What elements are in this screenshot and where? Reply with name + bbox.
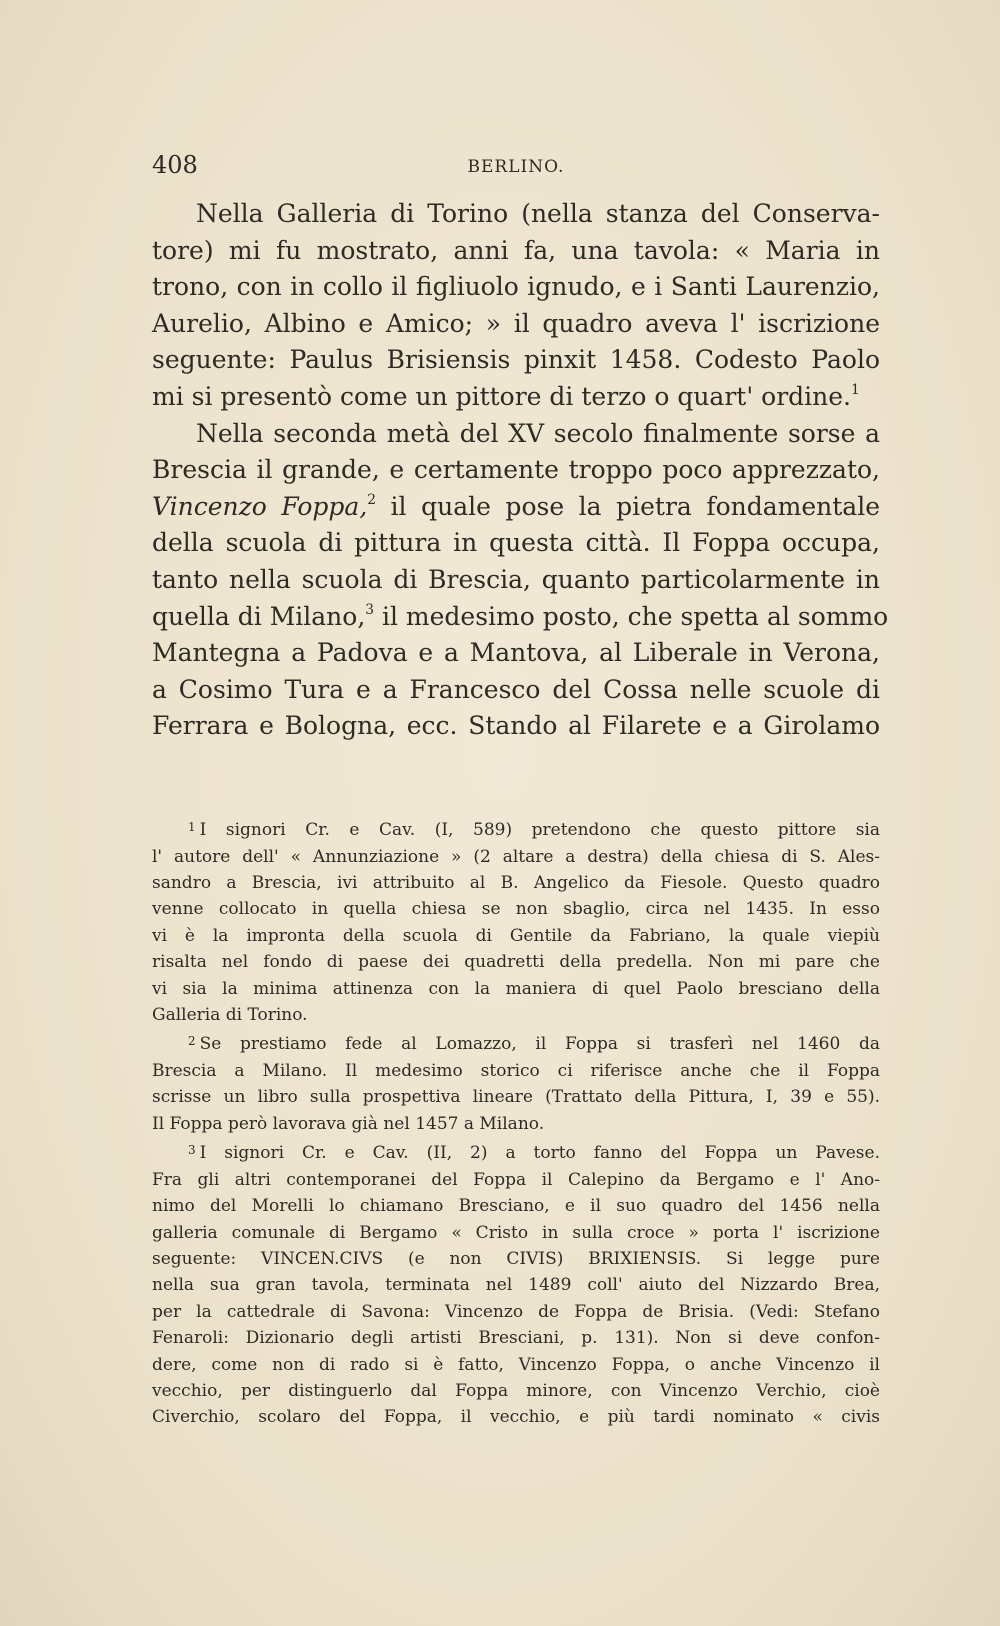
footnote-line: l' autore dell' « Annunziazione » (2 altare a destra) della chiesa di S. Ales- bbox=[152, 846, 880, 867]
body-line: Brescia il grande, e certamente troppo poco apprezzato, bbox=[152, 455, 880, 485]
body-line: Aurelio, Albino e Amico; » il quadro aveva l' iscrizione bbox=[152, 308, 880, 338]
footnote-ref-1: 1 bbox=[851, 381, 860, 398]
footnote-line: Fra gli altri contemporanei del Foppa il Calepino da Bergamo e l' Ano- bbox=[152, 1169, 880, 1190]
footnote-line: galleria comunale di Bergamo « Cristo in sulla croce » porta l' iscrizione bbox=[152, 1222, 880, 1243]
footnote-text: I signori Cr. e Cav. (II, 2) a torto fanno del Foppa un Pavese. bbox=[199, 1143, 880, 1164]
main-text bbox=[152, 196, 889, 745]
body-line-text: quella di Milano, bbox=[152, 601, 366, 631]
footnote-line bbox=[152, 1137, 880, 1167]
footnote-line bbox=[152, 1028, 880, 1058]
footnote-line: seguente: VINCEN.CIVS (e non CIVIS) BRIXIENSIS. Si legge pure bbox=[152, 1248, 880, 1269]
footnotes bbox=[152, 814, 880, 1431]
body-line: Ferrara e Bologna, ecc. Stando al Filarete e a Girolamo bbox=[152, 711, 880, 741]
body-line: Nella seconda metà del XV secolo finalmente sorse a bbox=[196, 418, 880, 448]
footnote-line: Civerchio, scolaro del Foppa, il vecchio, e più tardi nominato « civis bbox=[152, 1407, 880, 1428]
page-number: 408 bbox=[152, 151, 198, 179]
footnote-text: Se prestiamo fede al Lomazzo, il Foppa si trasferì nel 1460 da bbox=[199, 1034, 880, 1055]
body-line-text: il quale pose la pietra fondamentale bbox=[376, 491, 880, 521]
footnote-text: I signori Cr. e Cav. (I, 589) pretendono che questo pittore sia bbox=[199, 820, 880, 841]
footnote-line: dere, come non di rado si è fatto, Vincenzo Foppa, o anche Vincenzo il bbox=[152, 1354, 880, 1375]
footnote-line bbox=[152, 814, 880, 844]
footnote-line: Fenaroli: Dizionario degli artisti Bresciani, p. 131). Non si deve confon- bbox=[152, 1328, 880, 1349]
footnote-mark-2: 2 bbox=[188, 1034, 196, 1049]
body-line bbox=[152, 379, 880, 416]
footnote-line: risalta nel fondo di paese dei quadretti della predella. Non mi pare che bbox=[152, 952, 880, 973]
body-line: a Cosimo Tura e a Francesco del Cossa nelle scuole di bbox=[152, 674, 880, 704]
body-line bbox=[152, 599, 889, 636]
footnote-mark-3: 3 bbox=[188, 1143, 196, 1158]
footnote-line: vi sia la minima attinenza con la maniera di quel Paolo bresciano della bbox=[152, 978, 880, 999]
footnote-line: vecchio, per distinguerlo dal Foppa minore, con Vincenzo Verchio, cioè bbox=[152, 1381, 880, 1401]
body-line: Nella Galleria di Torino (nella stanza del Conserva- bbox=[196, 199, 880, 228]
footnote-line: sandro a Brescia, ivi attribuito al B. Angelico da Fiesole. Questo quadro bbox=[152, 872, 880, 893]
footnote-line: per la cattedrale di Savona: Vincenzo de Foppa de Brisia. (Vedi: Stefano bbox=[152, 1301, 880, 1322]
footnote-line: Brescia a Milano. Il medesimo storico ci riferisce anche che il Foppa bbox=[152, 1060, 880, 1081]
footnote-line: nimo del Morelli lo chiamano Bresciano, e il suo quadro del 1456 nella bbox=[152, 1196, 880, 1217]
footnote-line: Galleria di Torino. bbox=[152, 1005, 308, 1025]
body-line: Mantegna a Padova e a Mantova, al Liberale in Verona, bbox=[152, 638, 880, 668]
footnote-ref-2: 2 bbox=[367, 491, 377, 508]
footnote-line: Il Foppa però lavorava già nel 1457 a Milano. bbox=[152, 1113, 545, 1134]
body-line-text: il medesimo posto, che spetta al sommo bbox=[374, 601, 889, 631]
body-line: della scuola di pittura in questa città. Il Foppa occupa, bbox=[152, 528, 880, 558]
body-line bbox=[152, 489, 880, 526]
italic-name: Vincenzo Foppa, bbox=[152, 491, 368, 521]
body-line-text: mi si presentò come un pittore di terzo o quart' ordine. bbox=[152, 381, 851, 411]
body-line: seguente: Paulus Brisiensis pinxit 1458. Codesto Paolo bbox=[152, 345, 880, 375]
footnote-ref-3: 3 bbox=[365, 601, 375, 618]
body-line: trono, con in collo il figliuolo ignudo, e i Santi Laurenzio, bbox=[152, 272, 880, 302]
footnote-line: nella sua gran tavola, terminata nel 1489 coll' aiuto del Nizzardo Brea, bbox=[152, 1275, 880, 1296]
page-header bbox=[152, 150, 880, 186]
body-line: tore) mi fu mostrato, anni fa, una tavola: « Maria in bbox=[152, 235, 880, 265]
footnote-line: vi è la impronta della scuola di Gentile da Fabriano, la quale viepiù bbox=[152, 925, 880, 946]
body-line: tanto nella scuola di Brescia, quanto particolarmente in bbox=[152, 564, 880, 594]
footnote-line: venne collocato in quella chiesa se non sbaglio, circa nel 1435. In esso bbox=[152, 899, 880, 920]
footnote-line: scrisse un libro sulla prospettiva lineare (Trattato della Pittura, I, 39 e 55). bbox=[152, 1087, 880, 1108]
running-head: BERLINO. bbox=[467, 157, 565, 177]
footnote-mark-1: 1 bbox=[188, 820, 196, 834]
